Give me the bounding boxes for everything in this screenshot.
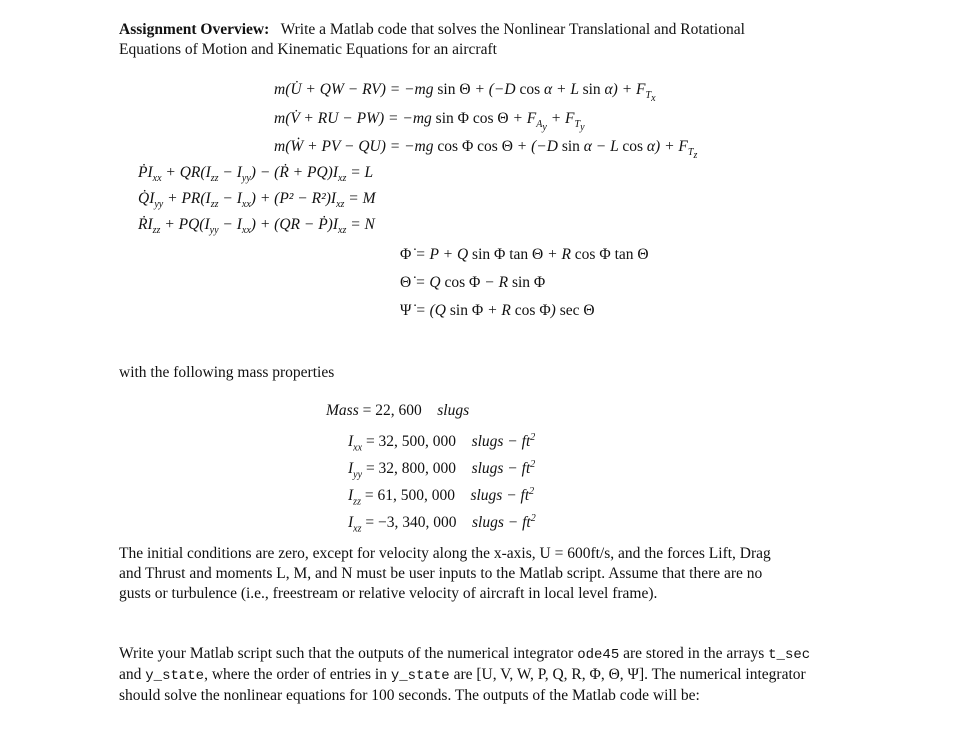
instructions-part4: , where the order of entries in	[204, 666, 387, 683]
code-y-state: y_state	[145, 668, 205, 684]
initial-conditions-paragraph: The initial conditions are zero, except for velocity along the x-axis, U = 600ft/s, and the forces Lift, Drag and Thrust and moments L, M, and N must be user inputs to the Matlab script. Assume that there are no gusts or turbulence (i.e., freestream or relative velocity of aircraft in local level frame).	[119, 545, 771, 602]
code-t-sec: t_sec	[768, 647, 811, 663]
mass-row-ixx: $I_{xx} = 32$, 500, 000 slugs − $ft^2$	[348, 432, 536, 454]
mass-row-ixz: $I_{xz} = -3$, 340, 000 slugs − $ft^2$	[348, 513, 536, 535]
intro-paragraph	[119, 20, 799, 60]
instructions-part1: Write your Matlab script such that the outputs of the numerical integrator	[119, 645, 574, 662]
equation-kinematic-theta: Θ̇ = Q cos Φ − R sin Φ	[400, 274, 546, 291]
code-y-state-2: y_state	[390, 668, 450, 684]
mass-row-izz: $I_{zz} = 61$, 500, 000 slugs − $ft^2$	[348, 486, 535, 508]
instructions-part6: The numerical integrator should solve the nonlinear equations for 100 seconds. The outputs of the Matlab code will be:	[119, 666, 806, 704]
equation-kinematic-phi: Φ̇ = P + Q sin Φ tan Θ + R cos Φ tan Θ	[400, 246, 649, 263]
instructions-part3: and	[119, 666, 142, 683]
mass-row-mass: Mass = 22, 600 slugs	[326, 402, 470, 419]
matlab-instructions-paragraph	[119, 644, 819, 706]
mass-row-iyy: $I_{yy} = 32$, 800, 000 slugs − $ft^2$	[348, 459, 536, 481]
equation-kinematic-psi: Ψ̇ = (Q sin Φ + R cos Φ) sec Θ	[400, 302, 595, 319]
instructions-part2: are stored in the arrays	[623, 645, 765, 662]
mass-properties-intro: with the following mass properties	[119, 364, 335, 381]
equation-translational-y: m(V̇ + RU − PW) = −mg sin Φ $\cos \Theta + F_{A_y} + F_{T_y}$	[274, 110, 585, 134]
equation-rotational-roll: ṖI$_{xx}$ + $QR(I_{zz} - I_{yy})$ − (Ṙ + $PQ)I_{xz} = L$	[138, 164, 374, 185]
code-ode45: ode45	[577, 647, 620, 663]
equation-translational-x: m(U̇ + QW − RV) = −mg sin Θ + (−D cos α + L $\sin \alpha) + F_{T_x}$	[274, 81, 656, 105]
intro-text: Write a Matlab code that solves the Nonlinear Translational and Rotational Equations of Motion and Kinematic Equations for an aircraft	[119, 21, 745, 58]
equation-rotational-pitch: $Q̇I_{yy} + PR(I_{zz} - I_{xx}) + (P^2 - R^2)I_{xz} = M$	[138, 190, 376, 211]
intro-heading: Assignment Overview:	[119, 21, 270, 38]
equation-rotational-yaw: ṘI$_{zz}$ + $PQ(I_{yy} - I_{xx}) + (QR$ − $Ṗ)I_{xz} = N$	[138, 216, 375, 237]
equation-translational-z: m(Ẇ + PV − QU) = −mg cos Φ cos Θ + (−D sin α − L $\cos \alpha) + F_{T_z}$	[274, 138, 698, 162]
instructions-part5: are [U, V, W, P, Q, R, Φ, Θ, Ψ].	[453, 666, 648, 683]
